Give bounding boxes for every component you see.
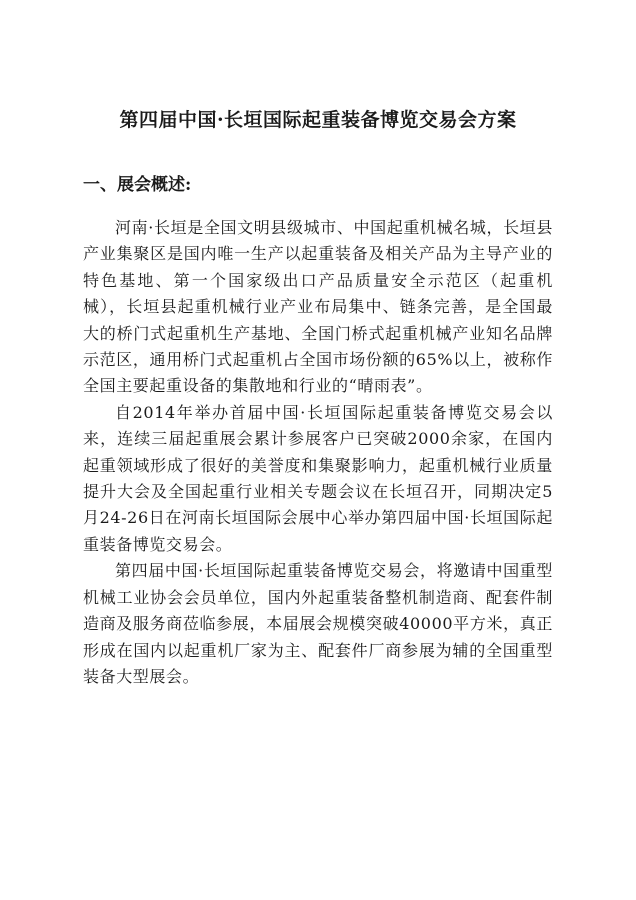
document-title: 第四届中国·长垣国际起重装备博览交易会方案	[119, 109, 517, 131]
paragraph-fourth-expo: 第四届中国·长垣国际起重装备博览交易会，将邀请中国重型机械工业协会会员单位，国内外起重装备整机制造商、配套件制造商及服务商莅临参展，本届展会规模突破40000平方米，真正形成在国内以起重机厂家为主、配套件厂商参展为辅的全国重型装备大型展会。	[83, 561, 553, 686]
paragraph-overview: 河南·长垣是全国文明县级城市、中国起重机械名城，长垣县产业集聚区是国内唯一生产以起重装备及相关产品为主导产业的特色基地、第一个国家级出口产品质量安全示范区（起重机械），长垣县起重机械行业产业布局集中、链条完善，是全国最大的桥门式起重机生产基地、全国门桥式起重机械产业知名品牌示范区，通用桥门式起重机占全国市场份额的65%以上，被称作全国主要起重设备的集散地和行业的“晴雨表”。	[83, 218, 553, 396]
document-body	[83, 215, 553, 690]
paragraph-history: 自2014年举办首届中国·长垣国际起重装备博览交易会以来，连续三届起重展会累计参展客户已突破2000余家，在国内起重领域形成了很好的美誉度和集聚影响力，起重机械行业质量提升大会及全国起重行业相关专题会议在长垣召开，同期决定5月24-26日在河南长垣国际会展中心举办第四届中国·长垣国际起重装备博览交易会。	[83, 402, 553, 554]
section-heading: 一、展会概述:	[83, 175, 192, 195]
